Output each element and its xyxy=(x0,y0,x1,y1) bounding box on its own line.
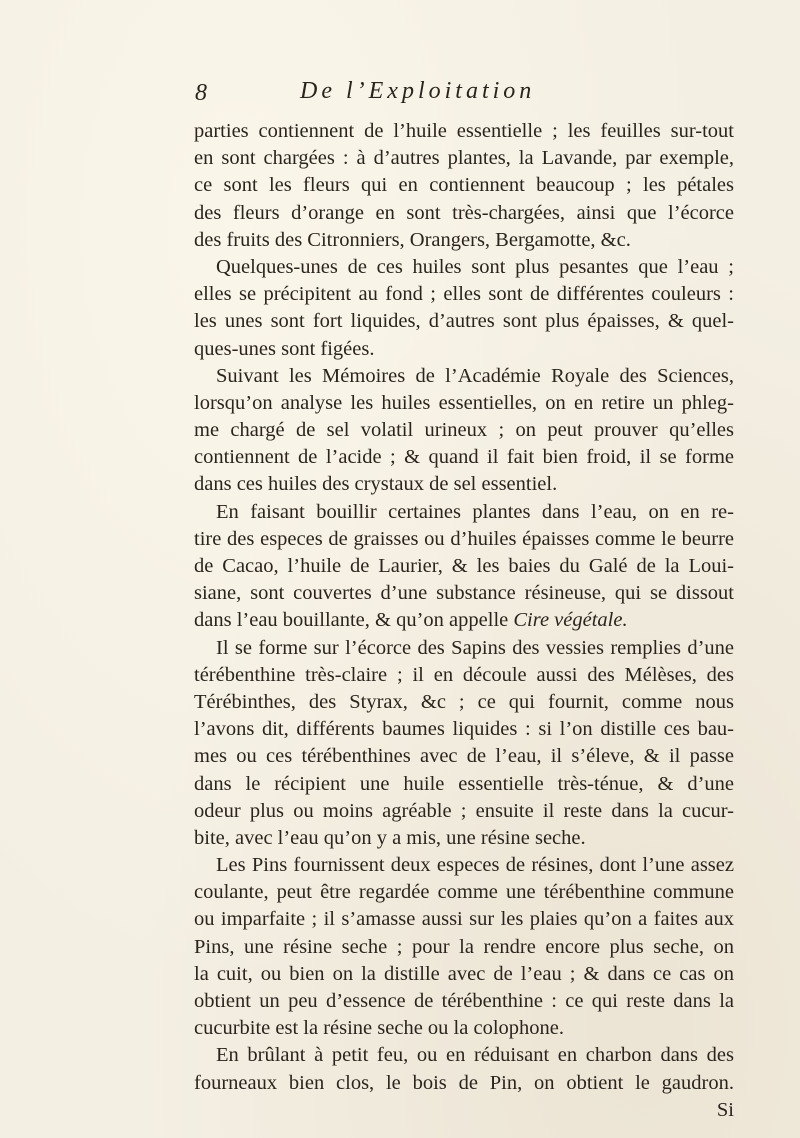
text-line: ou imparfaite ; il s’amasse aussi sur les plaies qu’on a faites aux xyxy=(194,908,734,931)
text-line: de Cacao, l’huile de Laurier, & les baies du Galé de la Loui- xyxy=(194,555,734,577)
text-line: Térébinthes, des Styrax, &c ; ce qui fournit, comme nous xyxy=(194,690,734,713)
text-line: siane, sont couvertes d’une substance résineuse, qui se dissout xyxy=(194,582,734,605)
text-line: Quelques-unes de ces huiles sont plus pesantes que l’eau ; xyxy=(216,255,734,278)
text-line-with-italic xyxy=(194,607,734,634)
text-line: les unes sont fort liquides, d’autres sont plus épaisses, & quel- xyxy=(194,310,734,333)
text-line: bite, avec l’eau qu’on y a mis, une résine seche. xyxy=(194,826,586,849)
text-line: Les Pins fournissent deux especes de résines, dont l’une assez xyxy=(216,854,734,877)
text-line: ce sont les fleurs qui en contiennent beaucoup ; les pétales xyxy=(194,174,734,197)
italic-term: Cire végétale. xyxy=(513,609,628,632)
running-title: De l’Exploitation xyxy=(300,78,536,104)
text-line: dans ces huiles des crystaux de sel essentiel. xyxy=(194,473,558,496)
page-number: 8 xyxy=(195,80,207,106)
text-line: lorsqu’on analyse les huiles essentielles, on en retire un phleg- xyxy=(194,391,734,414)
text-line: dans le récipient une huile essentielle très-ténue, & d’une xyxy=(194,772,734,795)
text-line: en sont chargées : à d’autres plantes, la Lavande, par exemple, xyxy=(194,147,734,170)
text-line: Pins, une résine seche ; pour la rendre encore plus seche, on xyxy=(194,935,734,958)
text-line: parties contiennent de l’huile essentielle ; les feuilles sur-tout xyxy=(194,120,734,142)
text-line: me chargé de sel volatil urineux ; on peut prouver qu’elles xyxy=(194,419,734,442)
catchword: Si xyxy=(716,1098,734,1121)
body-text xyxy=(194,118,734,1124)
text-line: En faisant bouillir certaines plantes dans l’eau, on en re- xyxy=(216,500,734,523)
text-line: cucurbite est la résine seche ou la colophone. xyxy=(194,1017,564,1040)
text-line: térébenthine très-claire ; il en découle aussi des Mélèses, des xyxy=(194,663,734,686)
text-line: l’avons dit, différents baumes liquides : si l’on distille ces bau- xyxy=(194,718,734,741)
text-line-start: dans l’eau bouillante, & qu’on appelle xyxy=(194,609,509,632)
text-line: Suivant les Mémoires de l’Académie Royale des Sciences, xyxy=(216,364,734,387)
text-line: obtient un peu d’essence de térébenthine : ce qui reste dans la xyxy=(194,990,734,1012)
text-line: des fleurs d’orange en sont très-chargées, ainsi que l’écorce xyxy=(194,201,734,224)
text-line: fourneaux bien clos, le bois de Pin, on obtient le gaudron. xyxy=(194,1071,734,1094)
text-line: En brûlant à petit feu, ou en réduisant en charbon dans des xyxy=(216,1044,734,1067)
text-line: odeur plus ou moins agréable ; ensuite il reste dans la cucur- xyxy=(194,799,734,822)
text-line: tire des especes de graisses ou d’huiles épaisses comme le beurre xyxy=(194,527,734,550)
text-line: des fruits des Citronniers, Orangers, Bergamotte, &c. xyxy=(194,228,631,251)
text-line: elles se précipitent au fond ; elles sont de différentes couleurs : xyxy=(194,283,734,306)
text-line: Il se forme sur l’écorce des Sapins des vessies remplies d’une xyxy=(216,636,734,659)
text-line: ques-unes sont figées. xyxy=(194,337,375,360)
text-line: mes ou ces térébenthines avec de l’eau, il s’éleve, & il passe xyxy=(194,745,734,768)
text-line: la cuit, ou bien on la distille avec de l’eau ; & dans ce cas on xyxy=(194,962,734,985)
page-header xyxy=(195,80,715,120)
text-line: contiennent de l’acide ; & quand il fait bien froid, il se forme xyxy=(194,446,734,469)
text-line: coulante, peut être regardée comme une térébenthine commune xyxy=(194,881,734,904)
